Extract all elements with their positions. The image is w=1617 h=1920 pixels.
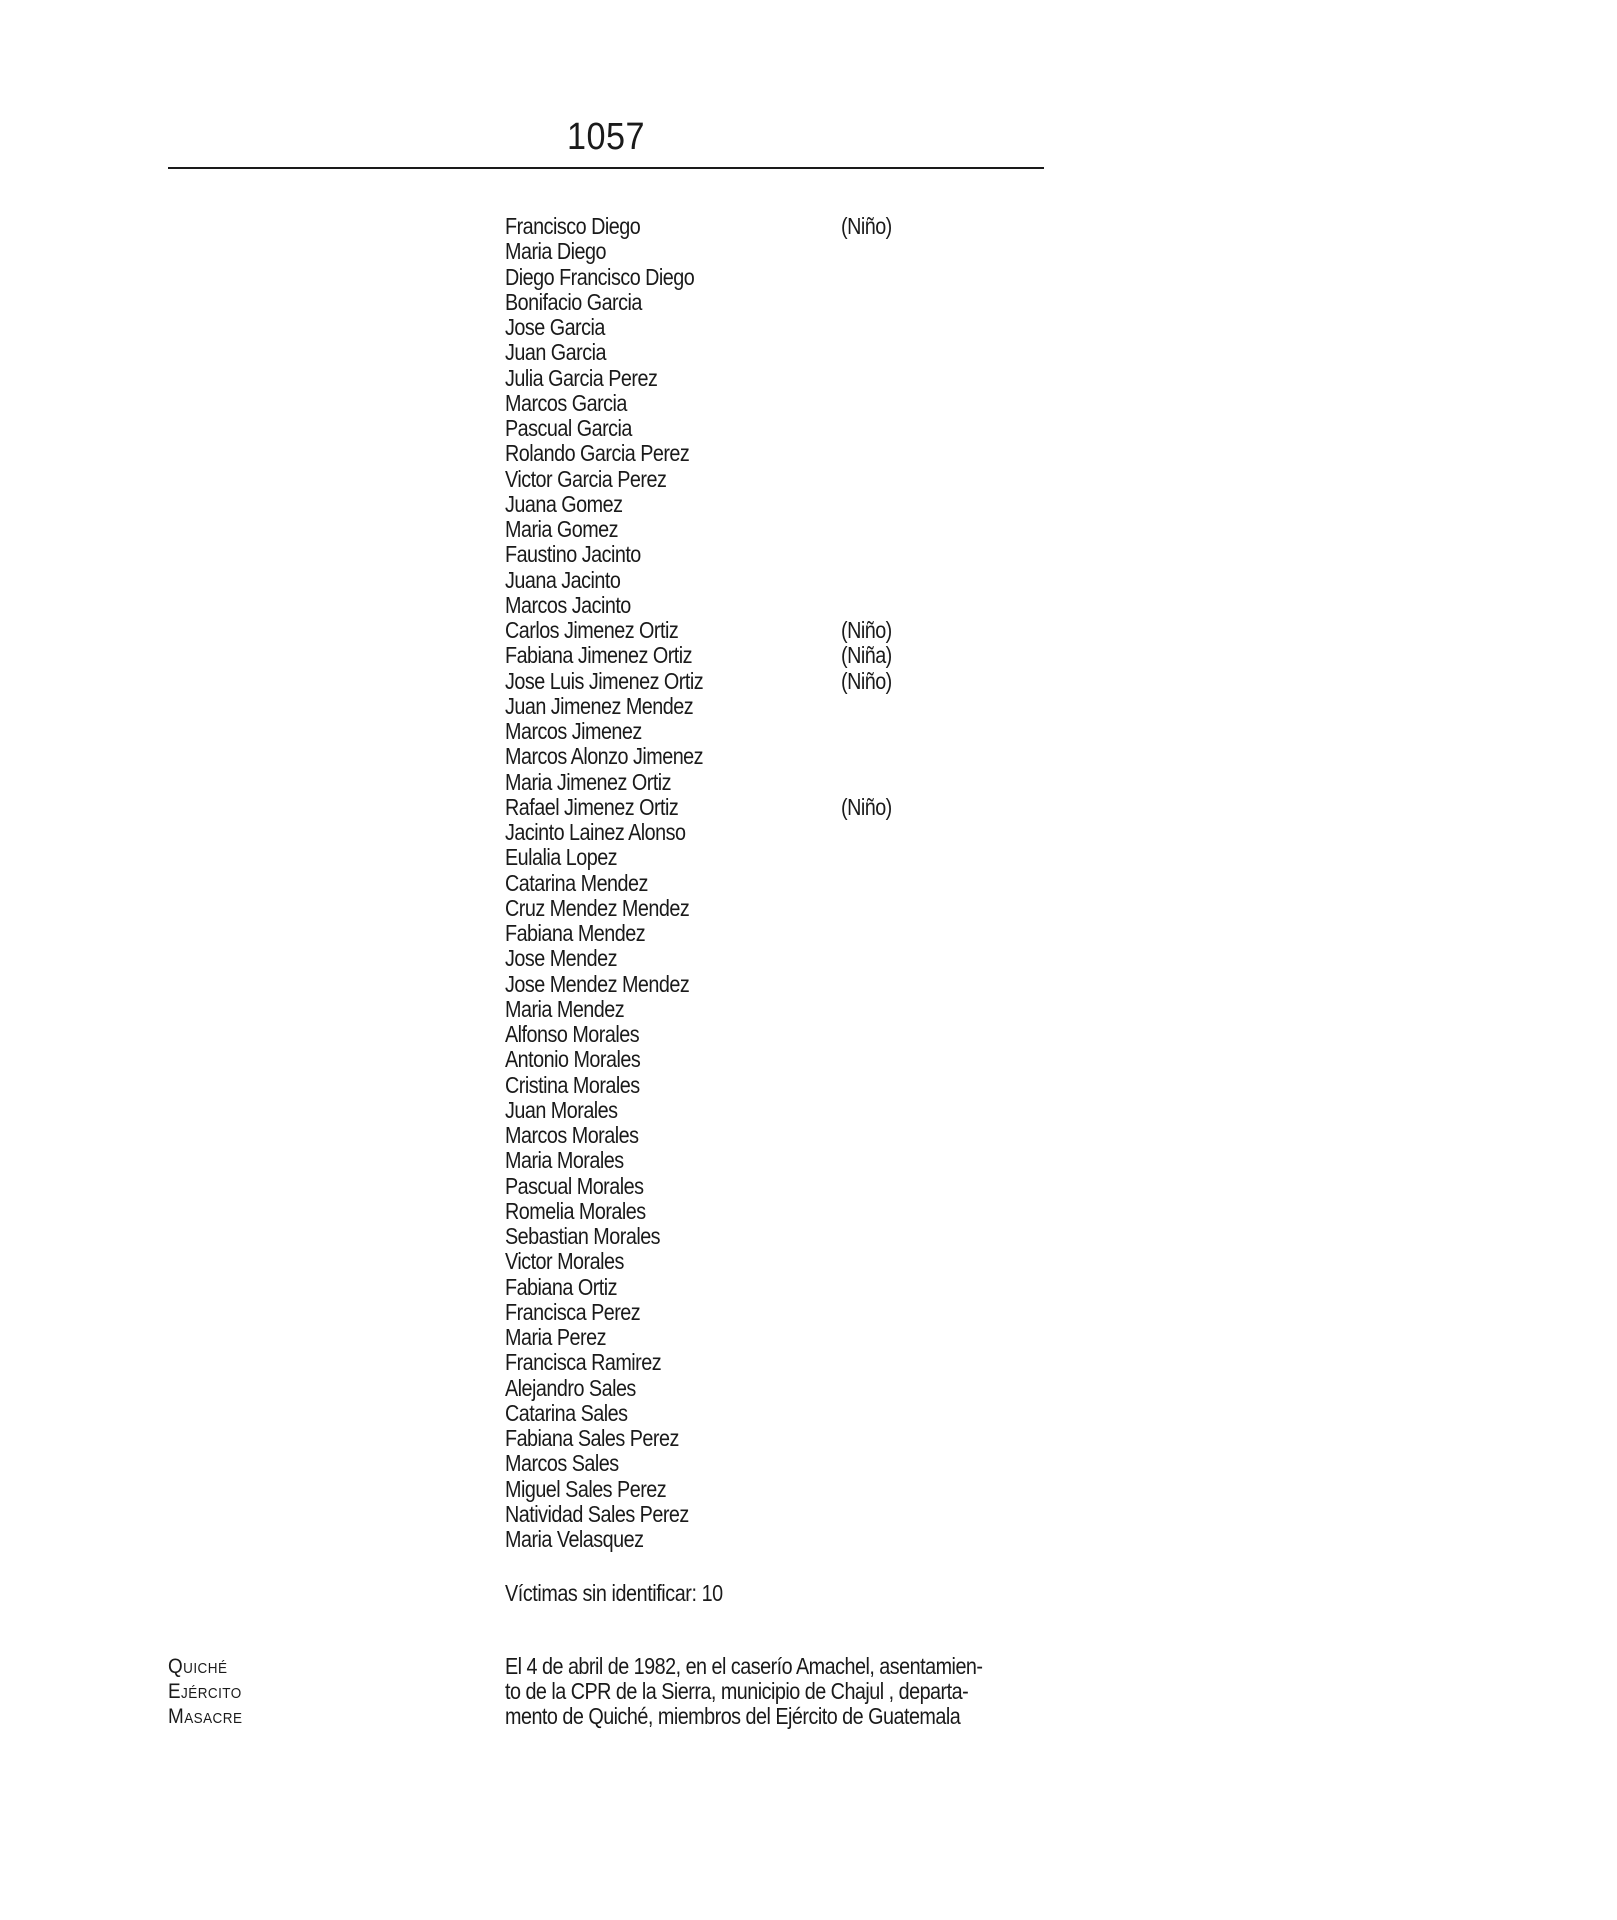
victim-note: (Niño) xyxy=(841,617,892,643)
case-labels xyxy=(168,1654,251,1729)
victim-row xyxy=(505,1477,1045,1502)
victim-name: Carlos Jimenez Ortiz xyxy=(505,617,679,643)
victim-note: (Niña) xyxy=(841,642,892,669)
victim-name: Jacinto Lainez Alonso xyxy=(505,819,686,845)
victim-list xyxy=(505,214,1045,1552)
victim-name: Marcos Sales xyxy=(505,1450,619,1477)
victim-row xyxy=(505,946,1045,971)
victim-name: Maria Velasquez xyxy=(505,1526,644,1552)
case-label-violation: Masacre xyxy=(168,1705,243,1728)
victim-name: Sebastian Morales xyxy=(505,1223,661,1249)
victim-name: Fabiana Mendez xyxy=(505,920,646,946)
victim-row xyxy=(505,1174,1045,1199)
victim-name: Natividad Sales Perez xyxy=(505,1500,689,1527)
victim-name: Francisco Diego xyxy=(505,213,641,239)
victim-row xyxy=(505,1426,1045,1451)
victim-name: Antonio Morales xyxy=(505,1046,641,1073)
victim-row xyxy=(505,366,1045,391)
victim-row xyxy=(505,845,1045,870)
victim-name: Juan Morales xyxy=(505,1096,618,1123)
victim-name: Bonifacio Garcia xyxy=(505,288,642,315)
paragraph-line: mento de Quiché, miembros del Ejército de Guatemala xyxy=(505,1703,961,1729)
victim-row xyxy=(505,1275,1045,1300)
victim-row xyxy=(505,1022,1045,1047)
victim-row xyxy=(505,1073,1045,1098)
victim-row xyxy=(505,1502,1045,1527)
victim-row xyxy=(505,517,1045,542)
case-paragraph xyxy=(505,1654,1045,1729)
victim-row xyxy=(505,1148,1045,1173)
victim-row xyxy=(505,871,1045,896)
victim-row xyxy=(505,618,1045,643)
victim-name: Juan Jimenez Mendez xyxy=(505,692,694,719)
victim-row xyxy=(505,441,1045,466)
victim-name: Victor Garcia Perez xyxy=(505,465,667,492)
victim-name: Juan Garcia xyxy=(505,339,606,366)
victim-row xyxy=(505,340,1045,365)
victim-name: Maria Perez xyxy=(505,1324,606,1350)
victim-row xyxy=(505,1325,1045,1350)
unidentified-victims: Víctimas sin identificar: 10 xyxy=(505,1580,723,1606)
victim-name: Marcos Garcia xyxy=(505,389,627,416)
victim-row xyxy=(505,1123,1045,1148)
victim-row xyxy=(505,1376,1045,1401)
victim-row xyxy=(505,1224,1045,1249)
victim-name: Francisca Perez xyxy=(505,1298,641,1325)
victim-row xyxy=(505,1401,1045,1426)
victim-name: Victor Morales xyxy=(505,1248,624,1275)
victim-row xyxy=(505,744,1045,769)
victim-name: Cruz Mendez Mendez xyxy=(505,894,690,921)
victim-name: Pascual Morales xyxy=(505,1172,644,1199)
victim-name: Eulalia Lopez xyxy=(505,844,618,871)
victim-row xyxy=(505,1249,1045,1274)
case-label-perpetrator: Ejército xyxy=(168,1680,242,1703)
victim-row xyxy=(505,1527,1045,1552)
victim-name: Faustino Jacinto xyxy=(505,541,641,568)
victim-name: Fabiana Sales Perez xyxy=(505,1425,679,1451)
victim-name: Romelia Morales xyxy=(505,1197,646,1224)
victim-row xyxy=(505,391,1045,416)
victim-name: Diego Francisco Diego xyxy=(505,263,695,290)
victim-row xyxy=(505,1300,1045,1325)
victim-row xyxy=(505,643,1045,668)
victim-name: Francisca Ramirez xyxy=(505,1349,662,1376)
victim-row xyxy=(505,416,1045,441)
victim-row xyxy=(505,795,1045,820)
victim-row xyxy=(505,972,1045,997)
victim-name: Fabiana Ortiz xyxy=(505,1273,618,1300)
victim-name: Rolando Garcia Perez xyxy=(505,440,690,467)
victim-row xyxy=(505,265,1045,290)
victim-row xyxy=(505,1047,1045,1072)
victim-row xyxy=(505,239,1045,264)
victim-name: Fabiana Jimenez Ortiz xyxy=(505,642,693,669)
paragraph-line: El 4 de abril de 1982, en el caserío Amachel, asentamien- xyxy=(505,1653,983,1679)
victim-row xyxy=(505,1350,1045,1375)
victim-row xyxy=(505,820,1045,845)
victim-name: Alejandro Sales xyxy=(505,1374,636,1401)
victim-note: (Niño) xyxy=(841,213,892,239)
victim-row xyxy=(505,492,1045,517)
victim-row xyxy=(505,694,1045,719)
victim-row xyxy=(505,669,1045,694)
victim-name: Maria Jimenez Ortiz xyxy=(505,768,672,795)
case-label-department: Quiché xyxy=(168,1655,228,1678)
victim-row xyxy=(505,290,1045,315)
victim-name: Jose Mendez Mendez xyxy=(505,970,690,997)
victim-name: Marcos Jacinto xyxy=(505,591,631,618)
victim-name: Juana Jacinto xyxy=(505,566,621,593)
paragraph-line: to de la CPR de la Sierra, municipio de Chajul , departa- xyxy=(505,1678,969,1704)
victim-row xyxy=(505,921,1045,946)
header-rule xyxy=(168,167,1044,169)
victim-row xyxy=(505,593,1045,618)
victim-name: Miguel Sales Perez xyxy=(505,1475,667,1502)
victim-name: Rafael Jimenez Ortiz xyxy=(505,793,679,820)
victim-name: Marcos Morales xyxy=(505,1122,639,1148)
victim-name: Jose Mendez xyxy=(505,945,617,972)
victim-row xyxy=(505,997,1045,1022)
victim-name: Maria Diego xyxy=(505,238,606,265)
victim-name: Marcos Jimenez xyxy=(505,718,642,744)
victim-row xyxy=(505,467,1045,492)
victim-row xyxy=(505,770,1045,795)
victim-row xyxy=(505,719,1045,744)
victim-row xyxy=(505,1451,1045,1476)
victim-name: Cristina Morales xyxy=(505,1071,640,1098)
victim-row xyxy=(505,896,1045,921)
victim-name: Jose Luis Jimenez Ortiz xyxy=(505,667,704,694)
victim-name: Alfonso Morales xyxy=(505,1021,640,1047)
victim-name: Maria Gomez xyxy=(505,516,619,542)
victim-name: Maria Morales xyxy=(505,1147,624,1174)
victim-row xyxy=(505,1098,1045,1123)
victim-note: (Niño) xyxy=(841,667,892,694)
victim-name: Julia Garcia Perez xyxy=(505,364,658,391)
victim-name: Pascual Garcia xyxy=(505,415,632,441)
victim-name: Juana Gomez xyxy=(505,490,623,517)
victim-row xyxy=(505,315,1045,340)
victim-row xyxy=(505,542,1045,567)
victim-row xyxy=(505,1199,1045,1224)
victim-name: Maria Mendez xyxy=(505,995,625,1022)
victim-name: Marcos Alonzo Jimenez xyxy=(505,743,704,770)
victim-name: Catarina Mendez xyxy=(505,869,648,896)
victim-row xyxy=(505,568,1045,593)
victim-note: (Niño) xyxy=(841,793,892,820)
page-number: 1057 xyxy=(567,116,645,158)
victim-name: Jose Garcia xyxy=(505,314,605,340)
victim-name: Catarina Sales xyxy=(505,1399,628,1426)
victim-row xyxy=(505,214,1045,239)
